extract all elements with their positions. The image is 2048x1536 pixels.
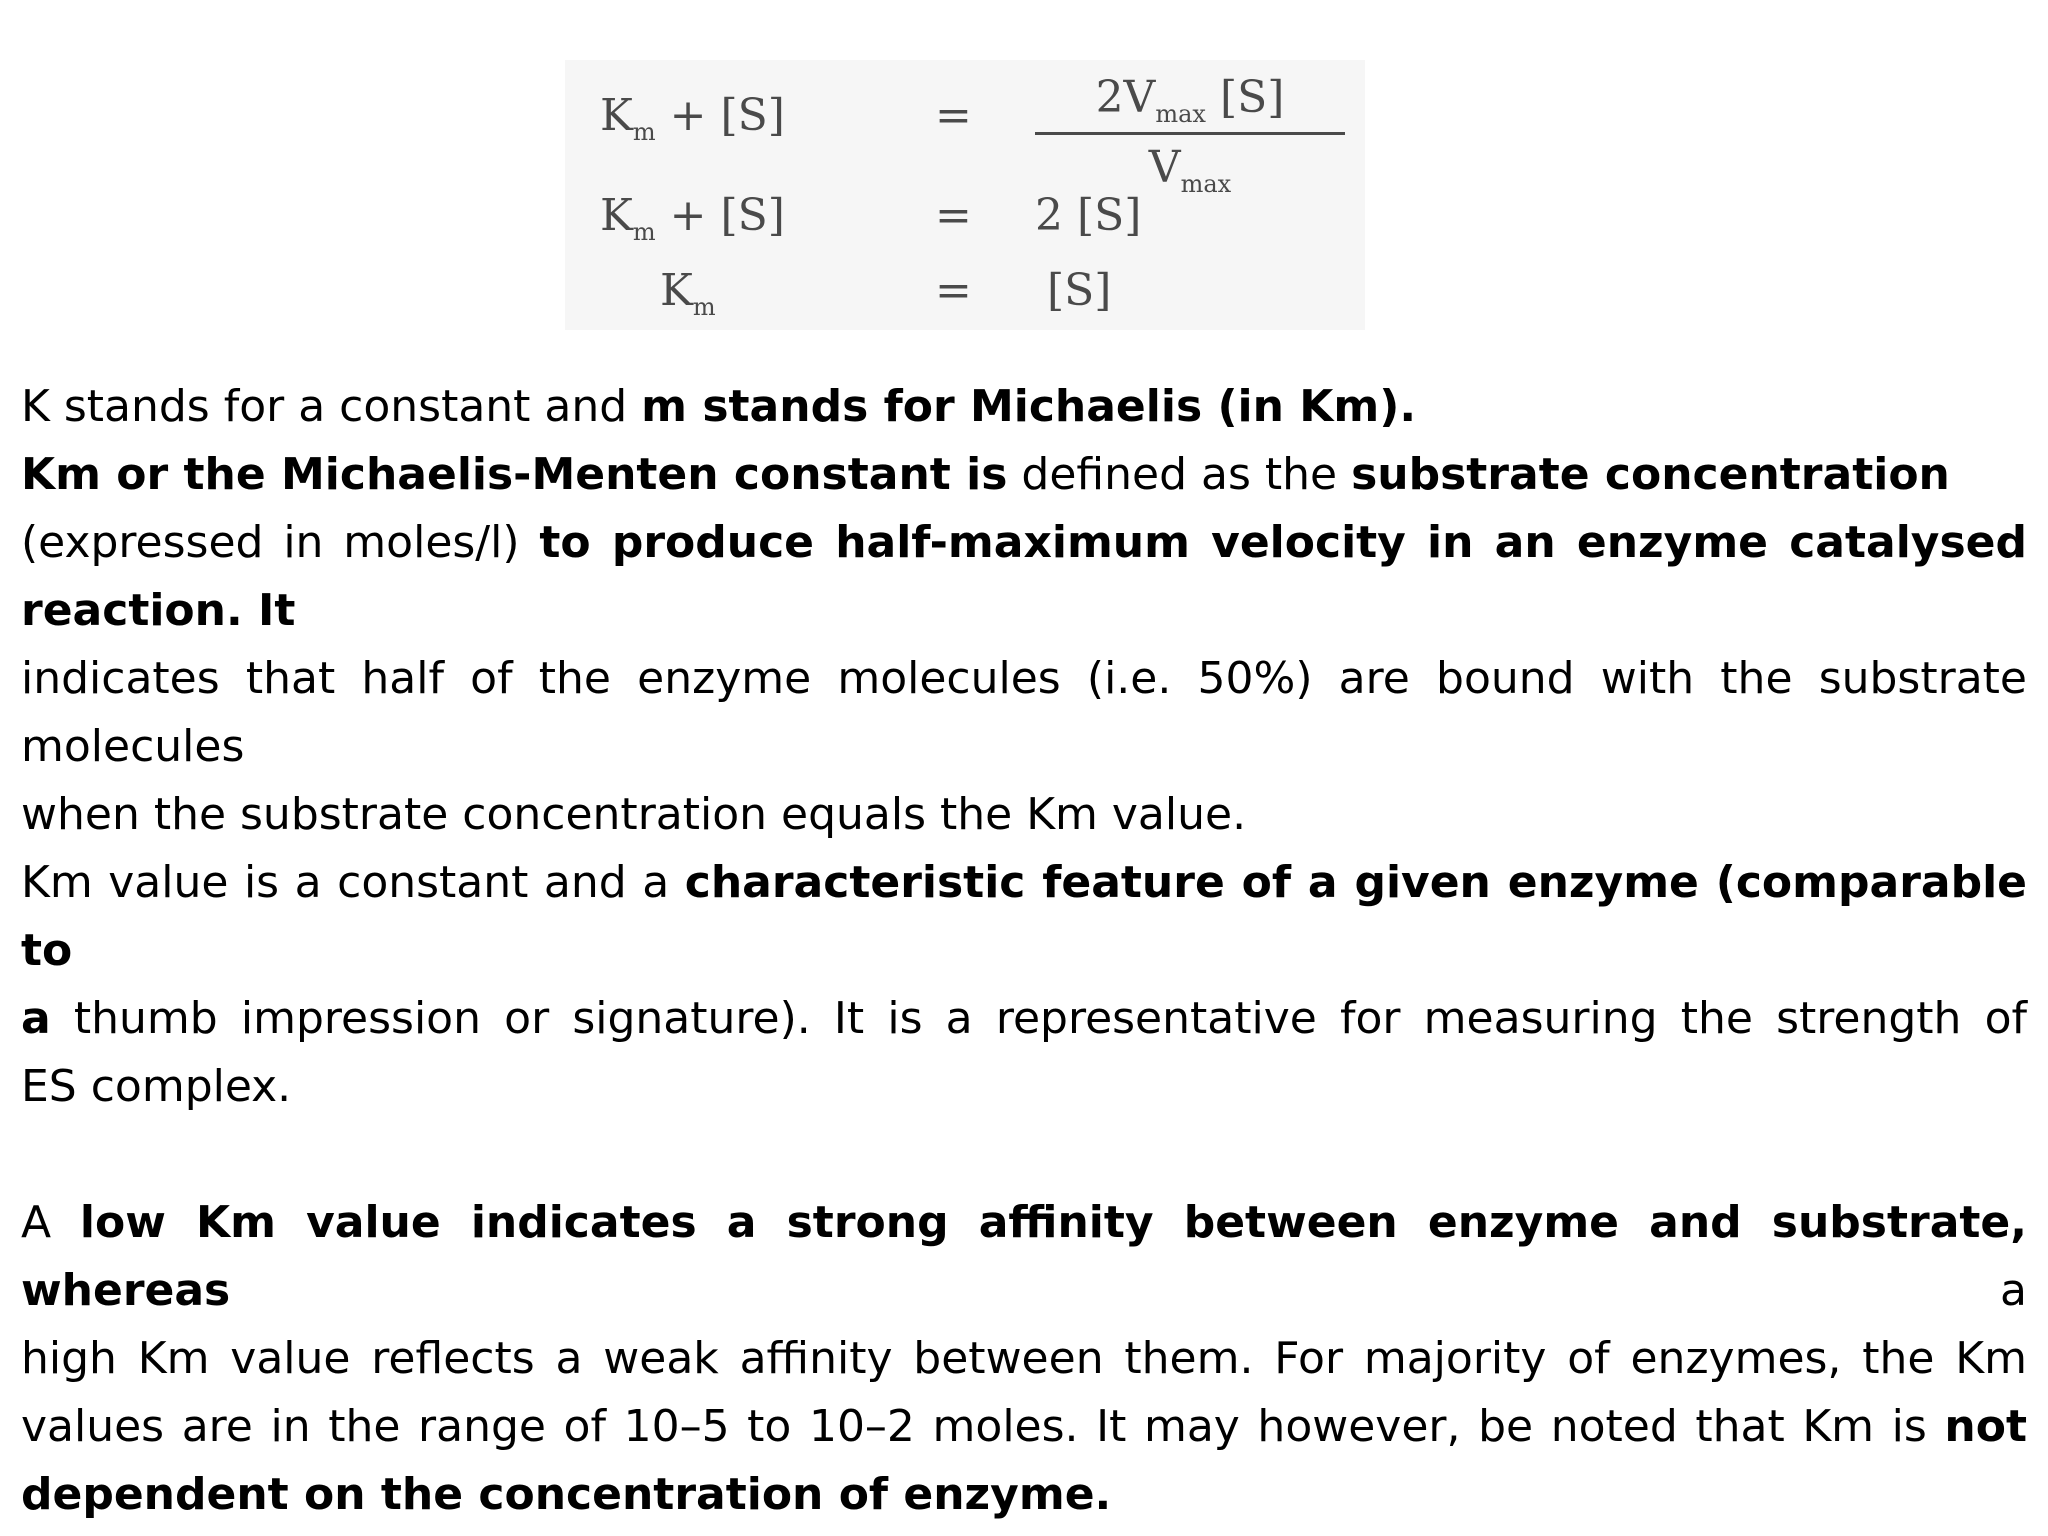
equation-row-3 <box>565 255 1365 327</box>
equation-row-2 <box>565 180 1365 252</box>
paragraph-affinity-line: high Km value reflects a weak affinity between them. For majority of enzymes, the Km <box>21 1333 2027 1384</box>
fraction-denominator: $V_{max}$ <box>1148 142 1232 198</box>
paragraph-km-definition-line: reaction. It <box>21 585 296 636</box>
paragraph-half-bound-line: when the substrate concentration equals the Km value. <box>21 789 1247 840</box>
equation-lhs: $K_m + [S]$ <box>600 190 785 246</box>
body-text <box>21 373 2027 1529</box>
paragraph-affinity-line: values are in the range of 10–5 to 10–2 moles. It may however, be noted that Km is not <box>21 1401 2027 1452</box>
paragraph-characteristic-line: Km value is a constant and a characteristic feature of a given enzyme (comparable to <box>21 857 2028 976</box>
equals-sign: = <box>935 265 972 316</box>
paragraph-characteristic-line: ES complex. <box>21 1061 292 1112</box>
paragraph-affinity-line: dependent on the concentration of enzyme. <box>21 1469 1112 1520</box>
equation-lhs: $K_m + [S]$ <box>600 90 785 146</box>
paragraph-km-definition-line: Km or the Michaelis-Menten constant is defined as the substrate concentration <box>21 449 1950 500</box>
fraction-bar <box>1035 132 1345 135</box>
equation-lhs: $K_m$ <box>660 265 716 321</box>
paragraph-km-definition-line: (expressed in moles/l) to produce half-maximum velocity in an enzyme catalysed <box>21 517 2027 568</box>
paragraph-half-bound-line: molecules <box>21 721 245 772</box>
equation-row-1 <box>565 72 1365 198</box>
equals-sign: = <box>935 190 972 241</box>
paragraph-spacer <box>21 1121 2027 1189</box>
paragraph-km-definition-k: K stands for a constant and m stands for Michaelis (in Km). <box>21 381 1417 432</box>
fraction-numerator: $2V_{max}$ [S] <box>1095 72 1285 128</box>
paragraph-half-bound-line: indicates that half of the enzyme molecules (i.e. 50%) are bound with the substrate <box>21 653 2027 704</box>
equation-rhs: [S] <box>1047 265 1112 316</box>
paragraph-affinity-line: A low Km value indicates a strong affinity between enzyme and substrate, whereas a <box>21 1197 2027 1316</box>
paragraph-characteristic-line: a thumb impression or signature). It is a representative for measuring the strength of <box>21 993 2027 1044</box>
equals-sign: = <box>935 90 972 141</box>
equation-image <box>565 60 1365 330</box>
equation-rhs: 2 [S] <box>1035 190 1142 241</box>
